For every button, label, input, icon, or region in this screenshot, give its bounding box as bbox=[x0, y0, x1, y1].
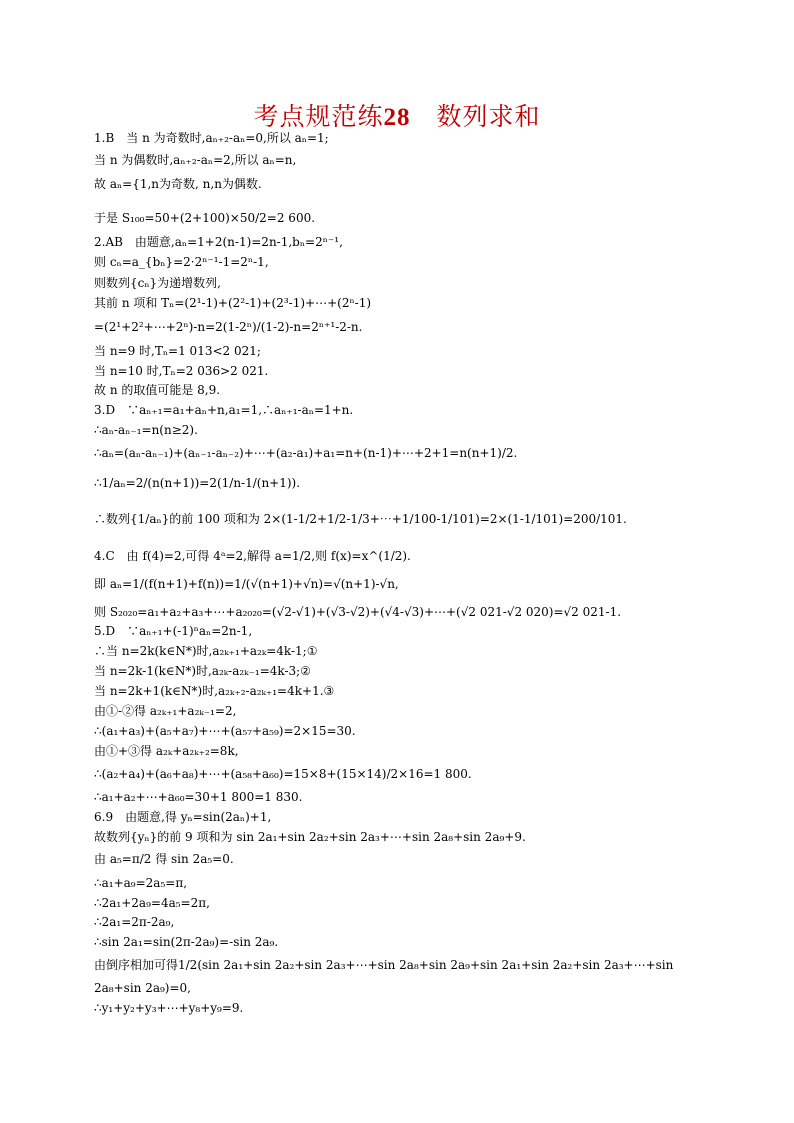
solution-6-line-6: ∴2a₁=2π-2a₉, bbox=[94, 915, 175, 929]
solution-3-line-5: ∴数列{1/aₙ}的前 100 项和为 2×(1-1/2+1/2-1/3+⋯+1/100-1/101)=2×(1-1/101)=200/101. bbox=[94, 512, 627, 526]
solution-5-line-9: ∴a₁+a₂+⋯+a₆₀=30+1 800=1 830. bbox=[94, 790, 303, 804]
solution-5-line-6: ∴(a₁+a₃)+(a₅+a₇)+⋯+(a₅₇+a₅₉)=2×15=30. bbox=[94, 724, 356, 738]
title-main: 考点规范练 bbox=[253, 102, 384, 131]
solution-6-line-2: 故数列{yₙ}的前 9 项和为 sin 2a₁+sin 2a₂+sin 2a₃+⋯+sin 2a₈+sin 2a₉+9. bbox=[94, 830, 526, 844]
solution-3-line-2: ∴aₙ-aₙ₋₁=n(n≥2). bbox=[94, 423, 198, 437]
solution-6-line-8: 由倒序相加可得1/2(sin 2a₁+sin 2a₂+sin 2a₃+⋯+sin 2a₈+sin 2a₉+sin 2a₁+sin 2a₂+sin 2a₃+⋯+sin bbox=[94, 958, 674, 972]
solution-4-line-1: 4.C 由 f(4)=2,可得 4ᵃ=2,解得 a=1/2,则 f(x)=x^(1/2). bbox=[94, 549, 411, 563]
page-title bbox=[0, 97, 794, 133]
solution-1-line-3: 故 aₙ={1,n为奇数, n,n为偶数. bbox=[94, 177, 262, 191]
solution-3-line-4: ∴1/aₙ=2/(n(n+1))=2(1/n-1/(n+1)). bbox=[94, 476, 301, 490]
solution-2-line-3: 则数列{cₙ}为递增数列, bbox=[94, 276, 221, 290]
solution-2-line-5: =(2¹+2²+⋯+2ⁿ)-n=2(1-2ⁿ)/(1-2)-n=2ⁿ⁺¹-2-n. bbox=[94, 320, 363, 334]
solution-6-line-9: 2a₈+sin 2a₉)=0, bbox=[94, 981, 191, 995]
solution-5-line-1: 5.D ∵aₙ₊₁+(-1)ⁿaₙ=2n-1, bbox=[94, 624, 253, 638]
solution-5-line-3: 当 n=2k-1(k∈N*)时,a₂ₖ-a₂ₖ₋₁=4k-3;② bbox=[94, 664, 311, 678]
solution-1-line-4: 于是 S₁₀₀=50+(2+100)×50/2=2 600. bbox=[94, 211, 316, 225]
solution-3-line-1: 3.D ∵aₙ₊₁=a₁+aₙ+n,a₁=1,∴aₙ₊₁-aₙ=1+n. bbox=[94, 403, 354, 417]
solution-2-line-6: 当 n=9 时,Tₙ=1 013<2 021; bbox=[94, 344, 261, 358]
solution-5-line-5: 由①-②得 a₂ₖ₊₁+a₂ₖ₋₁=2, bbox=[94, 704, 237, 718]
solution-6-line-10: ∴y₁+y₂+y₃+⋯+y₈+y₉=9. bbox=[94, 1001, 244, 1015]
solution-2-line-1: 2.AB 由题意,aₙ=1+2(n-1)=2n-1,bₙ=2ⁿ⁻¹, bbox=[94, 235, 343, 249]
solution-6-line-3: 由 a₅=π/2 得 sin 2a₅=0. bbox=[94, 852, 234, 866]
solution-2-line-8: 故 n 的取值可能是 8,9. bbox=[94, 383, 221, 397]
title-number: 28 bbox=[383, 104, 411, 131]
title-topic: 数列求和 bbox=[436, 102, 541, 131]
solution-5-line-4: 当 n=2k+1(k∈N*)时,a₂ₖ₊₂-a₂ₖ₊₁=4k+1.③ bbox=[94, 684, 335, 698]
solution-2-line-4: 其前 n 项和 Tₙ=(2¹-1)+(2²-1)+(2³-1)+⋯+(2ⁿ-1) bbox=[94, 296, 372, 310]
solution-6-line-1: 6.9 由题意,得 yₙ=sin(2aₙ)+1, bbox=[94, 810, 272, 824]
solution-3-line-3: ∴aₙ=(aₙ-aₙ₋₁)+(aₙ₋₁-aₙ₋₂)+⋯+(a₂-a₁)+a₁=n+(n-1)+⋯+2+1=n(n+1)/2. bbox=[94, 446, 518, 460]
solution-6-line-7: ∴sin 2a₁=sin(2π-2a₉)=-sin 2a₉. bbox=[94, 935, 279, 949]
solution-4-line-2: 即 aₙ=1/(f(n+1)+f(n))=1/(√(n+1)+√n)=√(n+1)-√n, bbox=[94, 577, 399, 591]
solution-5-line-2: ∴当 n=2k(k∈N*)时,a₂ₖ₊₁+a₂ₖ=4k-1;① bbox=[94, 644, 318, 658]
solution-2-line-7: 当 n=10 时,Tₙ=2 036>2 021. bbox=[94, 364, 269, 378]
solution-5-line-8: ∴(a₂+a₄)+(a₆+a₈)+⋯+(a₅₈+a₆₀)=15×8+(15×14)/2×16=1 800. bbox=[94, 767, 472, 781]
solution-1-line-2: 当 n 为偶数时,aₙ₊₂-aₙ=2,所以 aₙ=n, bbox=[94, 153, 297, 167]
solution-6-line-5: ∴2a₁+2a₉=4a₅=2π, bbox=[94, 896, 210, 910]
solution-4-line-3: 则 S₂₀₂₀=a₁+a₂+a₃+⋯+a₂₀₂₀=(√2-√1)+(√3-√2)+(√4-√3)+⋯+(√2 021-√2 020)=√2 021-1. bbox=[94, 605, 622, 619]
solution-1-line-1: 1.B 当 n 为奇数时,aₙ₊₂-aₙ=0,所以 aₙ=1; bbox=[94, 131, 329, 145]
solution-5-line-7: 由①+③得 a₂ₖ+a₂ₖ₊₂=8k, bbox=[94, 744, 239, 758]
solution-6-line-4: ∴a₁+a₉=2a₅=π, bbox=[94, 876, 188, 890]
solution-2-line-2: 则 cₙ=a_{bₙ}=2·2ⁿ⁻¹-1=2ⁿ-1, bbox=[94, 255, 269, 269]
